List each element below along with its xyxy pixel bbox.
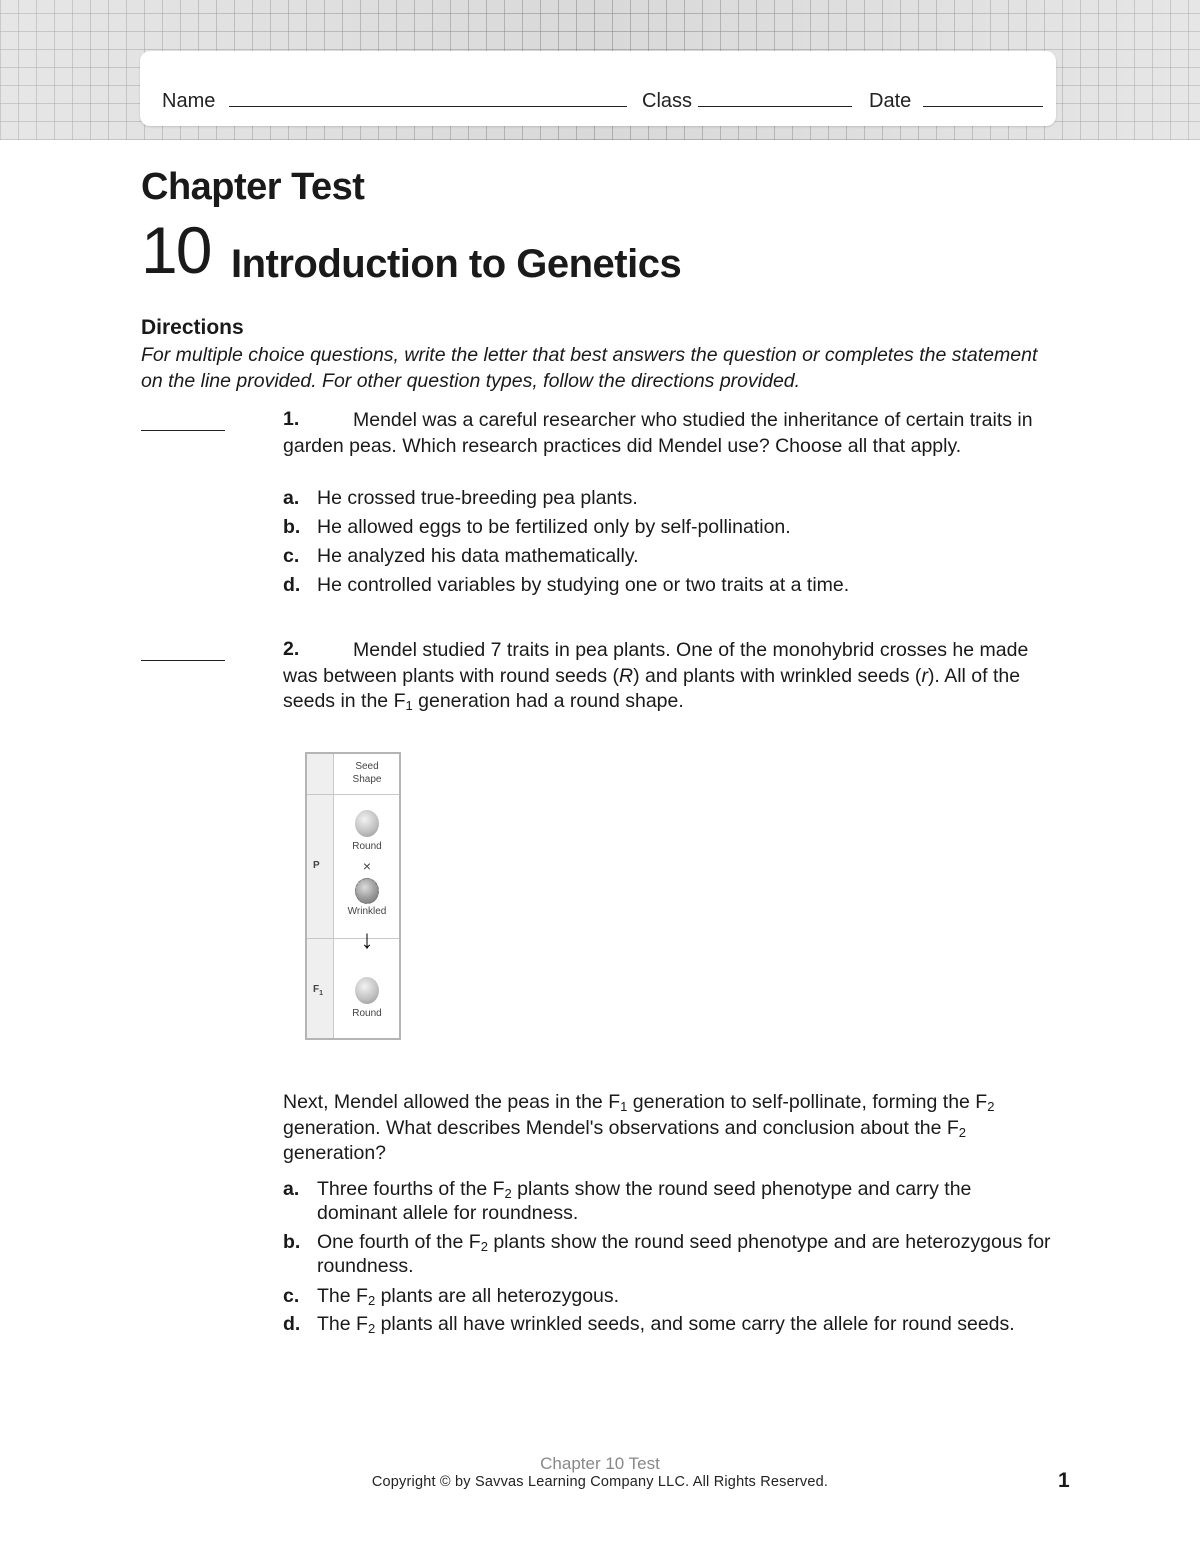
option-letter: a. [283, 487, 300, 509]
option-letter: c. [283, 545, 300, 567]
option-letter: a. [283, 1178, 300, 1200]
option-text: Three fourths of the $F_2$ plants show the round seed phenotype and carry the dominant allele for roundness. [317, 1178, 972, 1224]
figure-column-header: Seed Shape [352, 761, 382, 785]
answer-blank-2[interactable] [141, 659, 225, 661]
name-line[interactable] [229, 88, 627, 107]
question-number-1: 1. [283, 408, 300, 430]
question-2-followup: Next, Mendel allowed the peas in the $F_1$ generation to self-pollinate, forming the $F_2$ generation. What describes Mendel's observations and conclusion about the $F_2$ generation? [283, 1091, 995, 1164]
q1-option-b [283, 515, 1053, 539]
option-text: He crossed true-breeding pea plants. [317, 487, 638, 509]
q1-option-c [283, 544, 1053, 568]
down-arrow-icon: ↓ [360, 924, 374, 954]
chapter-number: 10 [141, 213, 211, 287]
question-number-2: 2. [283, 638, 300, 660]
student-info-box [140, 51, 1056, 126]
seed-label-round: Round [352, 841, 382, 852]
figure-divider [307, 794, 399, 795]
date-field[interactable] [869, 88, 1043, 113]
q2-option-b [283, 1230, 1053, 1278]
q2-option-d [283, 1312, 1053, 1336]
directions-text: For multiple choice questions, write the letter that best answers the question or completes the statement on the line provided. For other question types, follow the directions provided. [141, 344, 1038, 392]
option-letter: d. [283, 574, 301, 596]
q2-option-a [283, 1177, 1053, 1225]
chapter-name: Introduction to Genetics [231, 242, 682, 286]
option-letter: b. [283, 1231, 301, 1253]
row-label-p: P [313, 860, 320, 871]
option-text: He allowed eggs to be fertilized only by self-pollination. [317, 516, 791, 538]
cross-symbol: × [362, 858, 372, 874]
copyright-notice: Copyright © by Savvas Learning Company LLC. All Rights Reserved. [371, 1474, 829, 1490]
seed-shape-figure [305, 752, 401, 1040]
page-title: Chapter Test [141, 166, 365, 208]
question-text-1: Mendel was a careful researcher who studied the inheritance of certain traits in garden peas. Which research practices did Mendel use? Choose all that apply. [283, 409, 1033, 457]
date-label: Date [869, 90, 912, 112]
class-field[interactable] [642, 88, 852, 113]
row-label-f1: $F_1$ [313, 984, 324, 997]
seed-label-wrinkled: Wrinkled [347, 906, 387, 917]
wrinkled-seed-image [355, 878, 379, 904]
option-text: He controlled variables by studying one or two traits at a time. [317, 574, 850, 596]
class-line[interactable] [698, 88, 852, 107]
option-text: The $F_2$ plants are all heterozygous. [317, 1285, 620, 1308]
option-letter: d. [283, 1313, 301, 1335]
round-seed-image [355, 810, 379, 837]
f1-round-seed-image [355, 977, 379, 1004]
seed-label-f1-round: Round [352, 1008, 382, 1019]
answer-blank-1[interactable] [141, 429, 225, 431]
option-text: One fourth of the $F_2$ plants show the round seed phenotype and are heterozygous for roundness. [317, 1231, 1051, 1277]
option-text: He analyzed his data mathematically. [317, 545, 639, 567]
q1-option-a [283, 486, 1053, 510]
name-field[interactable] [162, 88, 627, 113]
option-text: The $F_2$ plants all have wrinkled seeds, and some carry the allele for round seeds. [317, 1313, 1015, 1336]
q2-option-c [283, 1284, 1053, 1308]
question-text-2: Mendel studied 7 traits in pea plants. One of the monohybrid crosses he made was between plants with round seeds (R) and plants with wrinkled seeds (r). All of the seeds in the $F_1$ generation had a round shape. [283, 639, 1029, 713]
footer-title: Chapter 10 Test [540, 1454, 660, 1473]
directions-heading: Directions [141, 316, 244, 339]
option-letter: c. [283, 1285, 300, 1307]
option-letter: b. [283, 516, 301, 538]
page-number: 1 [1058, 1469, 1070, 1492]
name-label: Name [162, 90, 216, 112]
date-line[interactable] [923, 88, 1043, 107]
class-label: Class [642, 90, 693, 112]
q1-option-d [283, 573, 1053, 597]
